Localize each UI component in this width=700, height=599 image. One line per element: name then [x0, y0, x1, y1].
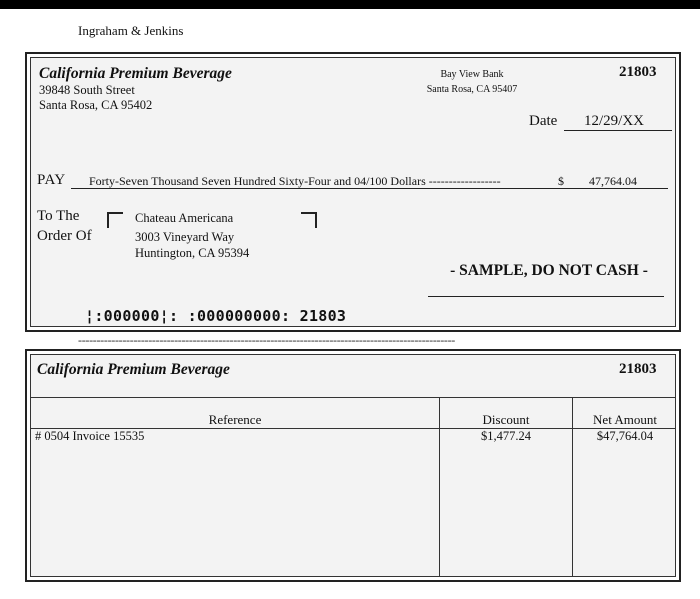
top-black-bar — [0, 0, 700, 9]
order-of-label: Order Of — [37, 228, 92, 244]
check-number: 21803 — [619, 64, 657, 80]
dollar-sign: $ — [558, 174, 564, 188]
date-underline — [564, 130, 672, 131]
payee-name: Chateau Americana — [135, 211, 234, 225]
signature-line — [428, 296, 664, 297]
stub-check-number: 21803 — [619, 361, 657, 377]
perforation-line: ------------------------------------------------------------------------------------------------------ — [78, 333, 456, 347]
to-the-label: To The — [37, 208, 80, 224]
column-header-discount: Discount — [482, 412, 530, 427]
date-label: Date — [529, 113, 558, 129]
company-address-line2: Santa Rosa, CA 95402 — [39, 98, 153, 112]
pay-label: PAY — [37, 172, 66, 188]
address-bracket-right — [301, 212, 317, 228]
stub-face — [30, 354, 676, 577]
row-reference: # 0504 Invoice 15535 — [35, 429, 145, 443]
stub-divider-top — [31, 397, 675, 398]
company-address-line1: 39848 South Street — [39, 83, 135, 97]
check-face — [30, 57, 676, 327]
check-amount: 47,764.04 — [589, 174, 637, 188]
column-header-reference: Reference — [208, 412, 262, 427]
address-bracket-left — [107, 212, 123, 228]
client-name: Ingraham & Jenkins — [78, 23, 184, 38]
payee-address-line1: 3003 Vineyard Way — [135, 230, 235, 244]
stub-company-name: California Premium Beverage — [37, 361, 230, 378]
check — [25, 52, 681, 332]
column-header-net-amount: Net Amount — [593, 412, 657, 427]
bank-city: Santa Rosa, CA 95407 — [426, 84, 518, 95]
row-net-amount: $47,764.04 — [596, 429, 654, 443]
date-value: 12/29/XX — [584, 113, 644, 129]
payee-address-line2: Huntington, CA 95394 — [135, 246, 250, 260]
micr-line: ¦:000000¦: :000000000: 21803 — [85, 307, 347, 325]
bank-name: Bay View Bank — [440, 69, 504, 80]
sample-watermark-text: - SAMPLE, DO NOT CASH - — [450, 262, 648, 279]
check-company-name: California Premium Beverage — [39, 65, 232, 82]
row-discount: $1,477.24 — [481, 429, 531, 443]
amount-in-words: Forty-Seven Thousand Seven Hundred Sixty-Four and 04/100 Dollars ------------------ — [89, 174, 501, 188]
check-stub — [25, 349, 681, 582]
